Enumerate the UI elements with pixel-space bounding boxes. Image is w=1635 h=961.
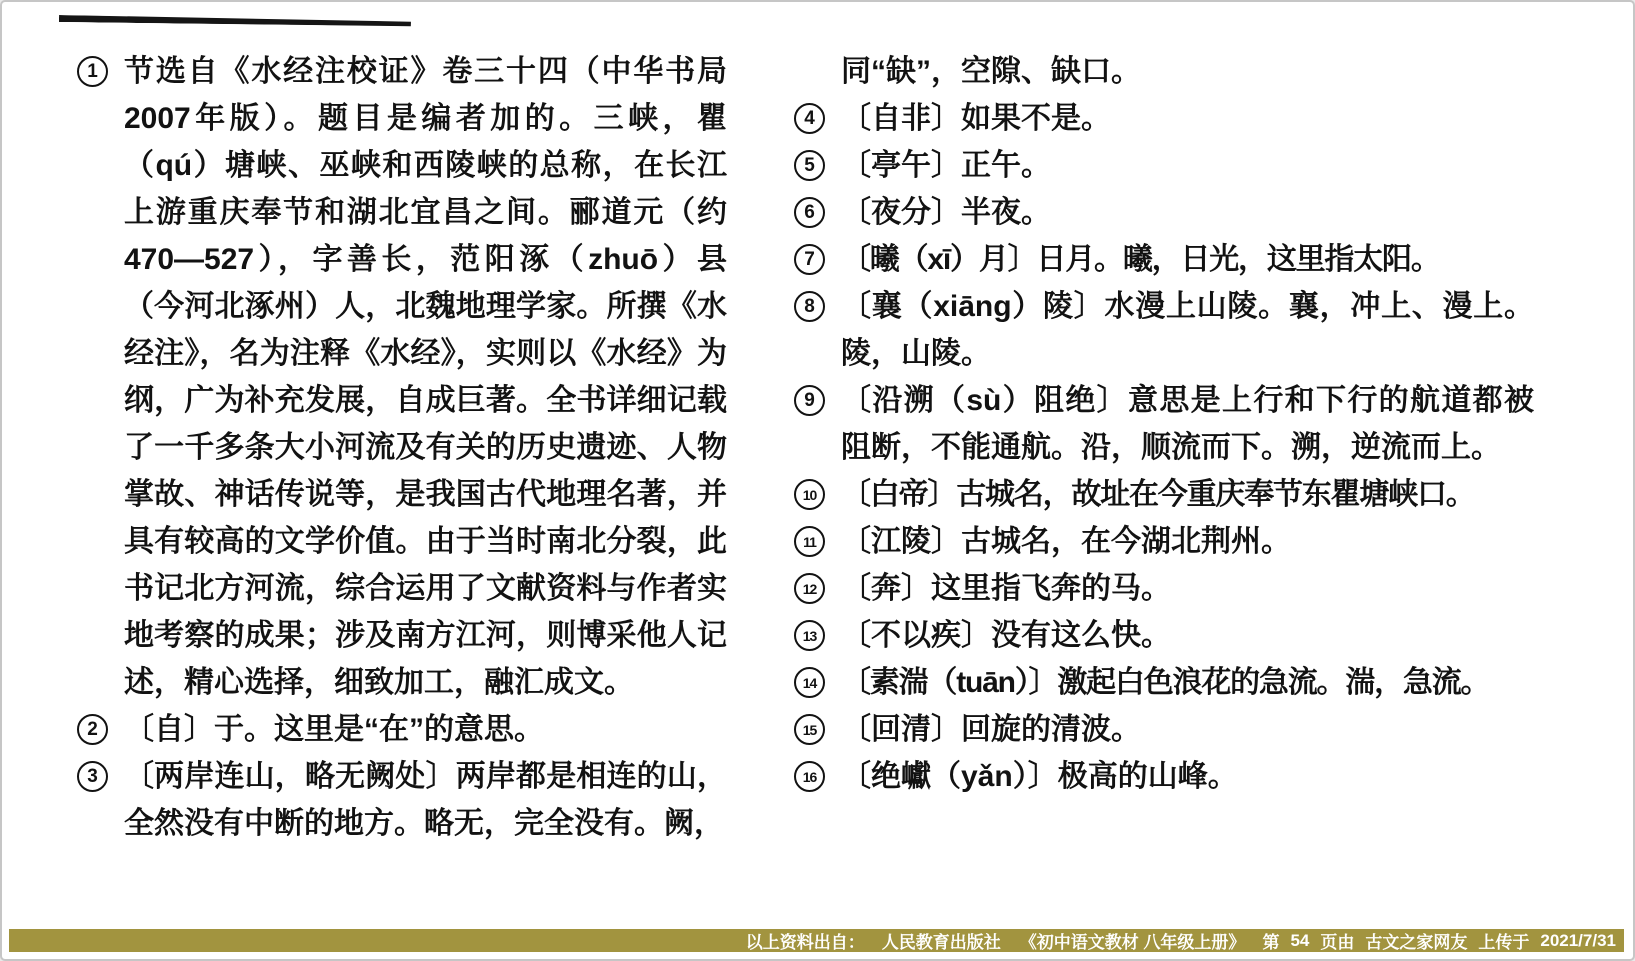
page-number: 54 [1290,930,1310,950]
annotation-item-15 [794,706,1534,753]
annotation-item-13 [794,612,1534,659]
annotation-text: 〔不以疾〕没有这么快。 [841,619,1171,652]
annotation-item-10 [794,471,1534,518]
annotation-columns [77,48,1534,847]
annotation-text: 同“缺”，空隙、缺口。 [841,55,1141,88]
annotation-text: 〔江陵〕古城名，在今湖北荆州。 [841,525,1291,558]
annotation-text: 〔绝巘（yǎn）〕极高的山峰。 [841,760,1238,793]
annotation-item-3 [77,753,727,847]
annotation-item-1 [77,48,727,706]
annotation-item-5 [794,142,1534,189]
right-column [794,48,1534,847]
circled-number: 3 [77,761,108,792]
annotation-item-4 [794,95,1534,142]
annotation-text: 〔自非〕如果不是。 [841,102,1111,135]
uploader-name: 古文之家网友 [1365,933,1468,952]
source-prefix: 以上资料出自： [745,933,865,952]
circled-number: 9 [794,385,825,416]
annotation-text: 〔回清〕回旋的清波。 [841,713,1141,746]
circled-number: 11 [794,526,825,557]
source-book-title: 《初中语文教材 八年级上册》 [1019,933,1246,952]
annotation-text: 〔素湍（tuān）〕激起白色浪花的急流。湍，急流。 [841,666,1490,699]
scan-mark-line [59,15,411,27]
annotation-text: 〔白帝〕古城名，故址在今重庆奉节东瞿塘峡口。 [841,478,1475,511]
annotation-text: 〔沿溯（sù）阻绝〕意思是上行和下行的航道都被阻断，不能通航。沿，顺流而下。溯，逆流而上。 [841,384,1534,464]
page-label: 第 [1262,933,1280,952]
circled-number: 8 [794,291,825,322]
left-column [77,48,727,847]
source-publisher: 人民教育出版社 [881,933,1001,952]
circled-number: 4 [794,103,825,134]
annotation-item-9 [794,377,1534,471]
annotation-text: 〔曦（xī）月〕日月。曦，日光，这里指太阳。 [841,243,1440,276]
annotation-item-7 [794,236,1534,283]
annotation-item-12 [794,565,1534,612]
circled-number: 6 [794,197,825,228]
circled-number: 13 [794,620,825,651]
page-suffix: 页由 [1320,933,1355,952]
circled-number: 15 [794,714,825,745]
circled-number: 12 [794,573,825,604]
annotation-item-11 [794,518,1534,565]
upload-date: 2021/7/31 [1540,930,1616,950]
annotation-item-3-continuation [794,48,1534,95]
annotation-item-8 [794,283,1534,377]
annotation-text: 〔亭午〕正午。 [841,149,1051,182]
circled-number: 16 [794,761,825,792]
circled-number: 5 [794,150,825,181]
annotation-text: 〔两岸连山，略无阙处〕两岸都是相连的山，全然没有中断的地方。略无，完全没有。阙， [124,760,727,840]
annotation-item-16 [794,753,1534,800]
circled-number: 10 [794,479,825,510]
annotation-text: 〔奔〕这里指飞奔的马。 [841,572,1171,605]
annotation-text: 〔夜分〕半夜。 [841,196,1051,229]
source-bar [9,929,1624,952]
annotation-item-6 [794,189,1534,236]
upload-label: 上传于 [1478,933,1530,952]
circled-number: 2 [77,714,108,745]
annotation-item-14 [794,659,1534,706]
annotation-text: 〔自〕于。这里是“在”的意思。 [124,713,544,746]
circled-number: 14 [794,667,825,698]
circled-number: 7 [794,244,825,275]
annotation-text: 〔襄（xiāng）陵〕水漫上山陵。襄，冲上、漫上。陵，山陵。 [841,290,1534,370]
circled-number: 1 [77,56,108,87]
annotation-text: 节选自《水经注校证》卷三十四（中华书局2007年版）。题目是编者加的。三峡，瞿（qú）塘峡、巫峡和西陵峡的总称，在长江上游重庆奉节和湖北宜昌之间。郦道元（约470—527），字善长，范阳涿（zhuō）县（今河北涿州）人，北魏地理学家。所撰《水经注》，名为注释《水经》，实则以《水经》为纲，广为补充发展，自成巨著。全书详细记载了一千多条大小河流及有关的历史遗迹、人物掌故、神话传说等，是我国古代地理名著，并具有较高的文学价值。由于当时南北分裂，此书记北方河流，综合运用了文献资料与作者实地考察的成果；涉及南方江河，则博采他人记述，精心选择，细致加工，融汇成文。 [124,55,727,699]
annotation-item-2 [77,706,727,753]
